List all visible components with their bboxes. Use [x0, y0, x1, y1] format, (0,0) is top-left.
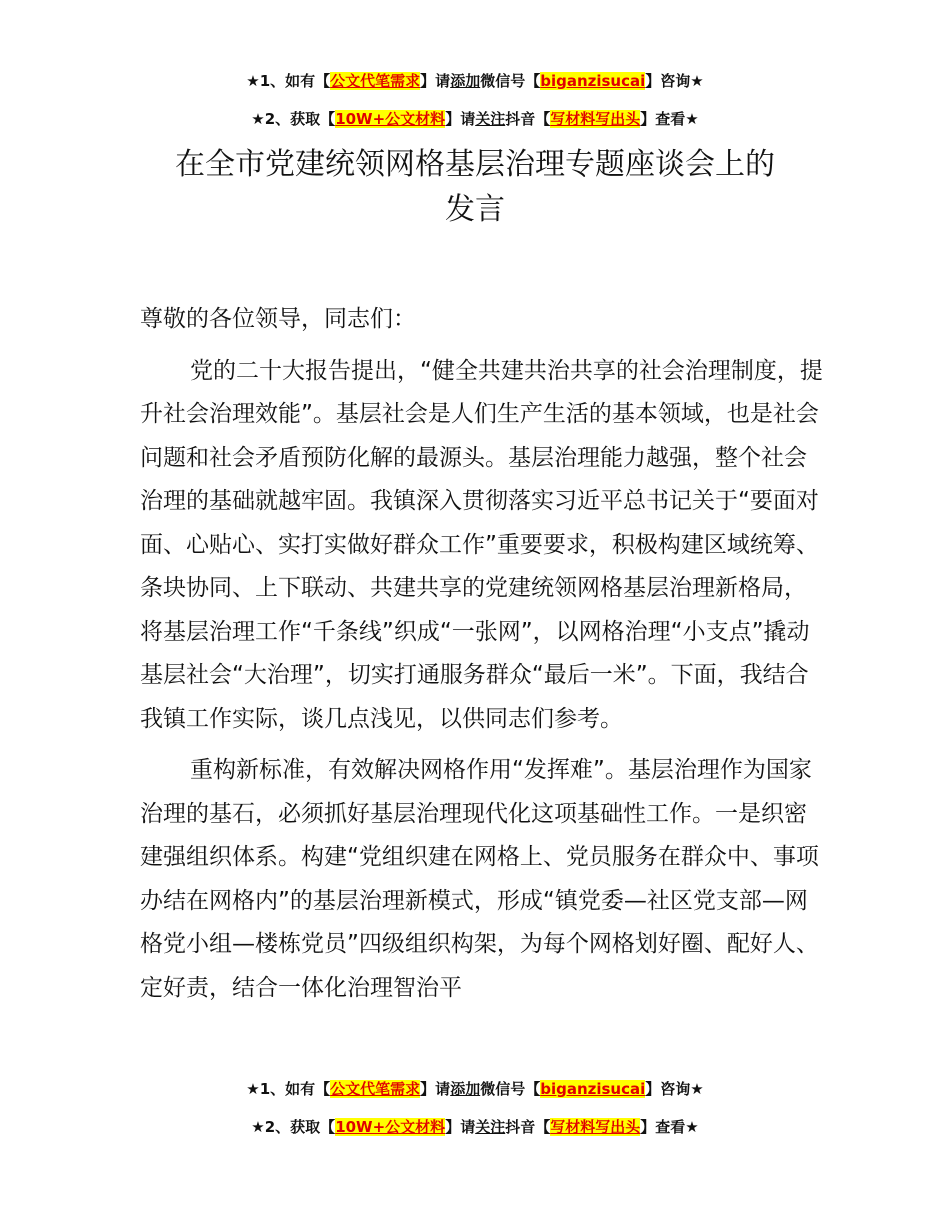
document-title-line-1: 在全市党建统领网格基层治理专题座谈会上的 — [175, 147, 775, 182]
promo-highlight: 写材料写出头 — [550, 110, 641, 128]
promo-banner-top-1: ★1、如有【公文代笔需求】请添加微信号【biganzisucai】咨询★ — [246, 72, 704, 90]
document-body — [140, 298, 825, 1010]
promo-highlight: 10W+公文材料 — [335, 110, 446, 128]
promo-banner-bottom-2: ★2、获取【10W+公文材料】请关注抖音【写材料写出头】查看★ — [251, 1118, 699, 1136]
promo-highlight: 10W+公文材料 — [335, 1118, 446, 1136]
promo-highlight: biganzisucai — [540, 1080, 646, 1098]
paragraph-1: 党的二十大报告提出，“健全共建共治共享的社会治理制度，提升社会治理效能”。基层社会是人们生产生活的基本领域，也是社会问题和社会矛盾预防化解的最源头。基层治理能力越强，整个社会治理的基础就越牢固。我镇深入贯彻落实习近平总书记关于“要面对面、心贴心、实打实做好群众工作”重要要求，积极构建区域统筹、条块协同、上下联动、共建共享的党建统领网格基层治理新格局，将基层治理工作“千条线”织成“一张网”，以网格治理“小支点”撬动基层社会“大治理”，切实打通服务群众“最后一米”。下面，我结合我镇工作实际，谈几点浅见，以供同志们参考。 — [140, 357, 823, 732]
promo-banner-top-2: ★2、获取【10W+公文材料】请关注抖音【写材料写出头】查看★ — [251, 110, 699, 128]
promo-banner-bottom-1: ★1、如有【公文代笔需求】请添加微信号【biganzisucai】咨询★ — [246, 1080, 704, 1098]
promo-highlight: 写材料写出头 — [550, 1118, 641, 1136]
greeting: 尊敬的各位领导，同志们： — [140, 306, 416, 332]
promo-highlight: 公文代笔需求 — [330, 1080, 421, 1098]
document-title-line-2: 发言 — [445, 192, 505, 227]
paragraph-2: 重构新标准，有效解决网格作用“发挥难”。基层治理作为国家治理的基石，必须抓好基层治理现代化这项基础性工作。一是织密建强组织体系。构建“党组织建在网格上、党员服务在群众中、事项办结在网格内”的基层治理新模式，形成“镇党委—社区党支部—网格党小组—楼栋党员”四级组织构架，为每个网格划好圈、配好人、定好责，结合一体化治理智治平 — [140, 757, 819, 1001]
promo-highlight: 公文代笔需求 — [330, 72, 421, 90]
promo-highlight: biganzisucai — [540, 72, 646, 90]
document-title — [140, 142, 810, 232]
